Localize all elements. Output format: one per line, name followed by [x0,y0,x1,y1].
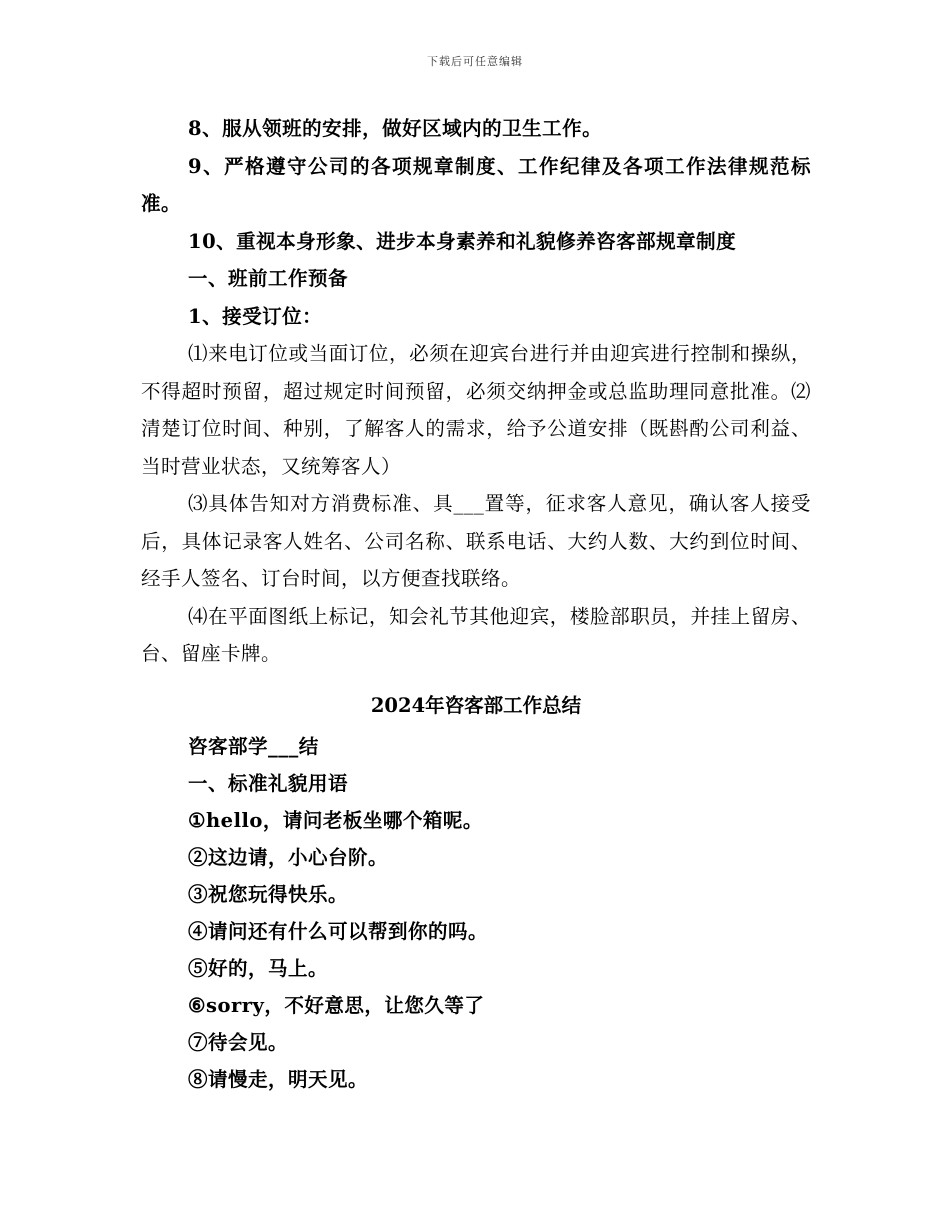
rule-10: 10、重视本身形象、进步本身素养和礼貌修养咨客部规章制度 [188,229,737,253]
summary-subtitle: 咨客部学___结 [188,735,319,758]
phrase-item: ⑤好的，马上。 [188,957,329,980]
phrase-item: ②这边请，小心台阶。 [188,846,389,869]
subheading-reservation: 1、接受订位： [188,304,323,328]
phrase-item: ①hello，请问老板坐哪个箱呢。 [188,809,483,832]
paragraph-reservation-4: ⑷在平面图纸上标记，知会礼节其他迎宾，楼脸部职员，并挂上留房、台、留座卡牌。 [141,604,811,665]
phrase-item: ⑦待会见。 [188,1031,289,1054]
summary-title: 2024年咨客部工作总结 [370,693,582,717]
paragraph-reservation-1: ⑴来电订位或当面订位，必须在迎宾台进行并由迎宾进行控制和操纵，不得超时预留，超过规定时间预留，必须交纳押金或总监助理同意批准。⑵清楚订位时间、种别，了解客人的需求，给予公道安排（既斟酌公司利益、当时营业状态，又统筹客人） [141,342,811,478]
document-body [141,110,811,1098]
section-heading-phrases: 一、标准礼貌用语 [188,772,349,795]
page-header: 下载后可任意编辑 [427,55,523,68]
phrase-item: ④请问还有什么可以帮到你的吗。 [188,920,489,943]
phrase-item: ③祝您玩得快乐。 [188,883,349,906]
phrase-item: ⑥sorry，不好意思，让您久等了 [188,994,485,1017]
phrase-item: ⑧请慢走，明天见。 [188,1068,369,1091]
section-heading-preparation: 一、班前工作预备 [188,267,349,290]
paragraph-reservation-3: ⑶具体告知对方消费标准、具___置等，征求客人意见，确认客人接受后，具体记录客人姓名、公司名称、联系电话、大约人数、大约到位时间、经手人签名、订台时间，以方便查找联络。 [141,492,811,590]
rule-8: 8、服从领班的安排，做好区域内的卫生工作。 [188,117,603,140]
rule-9: 9、严格遵守公司的各项规章制度、工作纪律及各项工作法律规范标准。 [141,154,811,215]
